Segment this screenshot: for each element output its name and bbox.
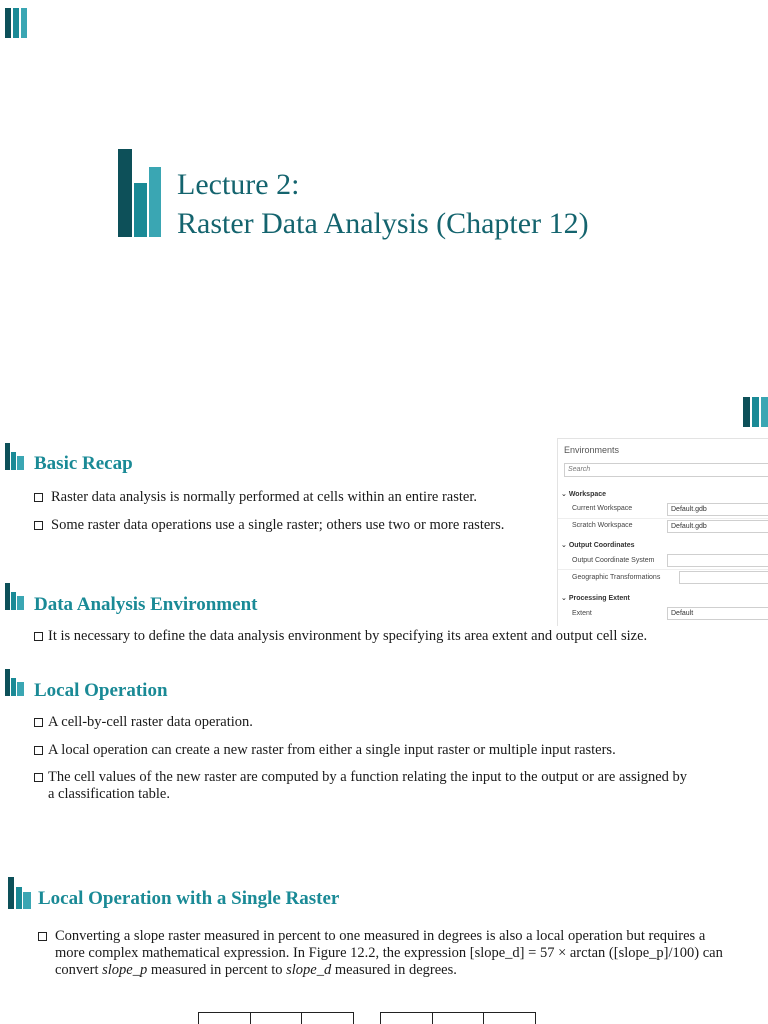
- list-item: Converting a slope raster measured in percent to one measured in degrees is also a local operation but requires a more complex mathematical expression. In Figure 12.2, the expression [slope_d] = 57 × arctan ([slope_p]/100) can convert slope_p measured in percent to slope_d measured in degrees.: [38, 928, 738, 979]
- row-label: Geographic Transformations: [572, 574, 661, 581]
- scratch-workspace-field[interactable]: Default.gdb: [667, 520, 768, 533]
- row-label: Extent: [572, 610, 592, 617]
- section-heading-single-raster: Local Operation with a Single Raster: [38, 888, 340, 909]
- section-icon: [5, 583, 24, 610]
- section-output-coordinates[interactable]: ⌄ Output Coordinates: [561, 542, 635, 549]
- checkbox-bullet-icon: [34, 493, 43, 502]
- checkbox-bullet-icon: [34, 632, 43, 641]
- section-icon: [8, 877, 31, 909]
- checkbox-bullet-icon: [34, 773, 43, 782]
- list-item: Some raster data operations use a single raster; others use two or more rasters.: [34, 517, 559, 534]
- checkbox-bullet-icon: [34, 718, 43, 727]
- environments-panel: [557, 438, 768, 626]
- input-raster-grid: [198, 1012, 354, 1024]
- search-input[interactable]: Search: [564, 463, 768, 477]
- lecture-title-line1: Lecture 2:: [177, 168, 300, 201]
- row-label: Scratch Workspace: [572, 522, 633, 529]
- section-heading-basic-recap: Basic Recap: [34, 453, 133, 474]
- section-heading-data-analysis-environment: Data Analysis Environment: [34, 594, 258, 615]
- extent-field[interactable]: Default: [667, 607, 768, 620]
- lecture-title: [177, 165, 589, 243]
- current-workspace-field[interactable]: Default.gdb: [667, 503, 768, 516]
- output-raster-grid: [380, 1012, 536, 1024]
- panel-title: Environments: [564, 445, 620, 455]
- row-label: Output Coordinate System: [572, 557, 655, 564]
- section-processing-extent[interactable]: ⌄ Processing Extent: [561, 595, 630, 602]
- bar-chart-logo-icon: [743, 397, 768, 427]
- checkbox-bullet-icon: [34, 746, 43, 755]
- checkbox-bullet-icon: [38, 932, 47, 941]
- bar-chart-logo-icon: [5, 8, 27, 38]
- list-item: A cell-by-cell raster data operation.: [34, 714, 754, 731]
- list-item: The cell values of the new raster are computed by a function relating the input to the output or are assigned by a classification table.: [34, 769, 694, 803]
- section-icon: [5, 443, 24, 470]
- list-item: Raster data analysis is normally performed at cells within an entire raster.: [34, 489, 554, 506]
- list-item: A local operation can create a new raster from either a single input raster or multiple input rasters.: [34, 742, 754, 759]
- checkbox-bullet-icon: [34, 521, 43, 530]
- output-coordinate-system-field[interactable]: [667, 554, 768, 567]
- bar-chart-logo-icon: [118, 149, 161, 237]
- geographic-transformations-field[interactable]: [679, 571, 768, 584]
- lecture-title-line2: Raster Data Analysis (Chapter 12): [177, 207, 589, 240]
- row-label: Current Workspace: [572, 505, 633, 512]
- list-item: It is necessary to define the data analysis environment by specifying its area extent and output cell size.: [34, 628, 764, 645]
- section-workspace[interactable]: ⌄ Workspace: [561, 491, 607, 498]
- section-icon: [5, 669, 24, 696]
- section-heading-local-operation: Local Operation: [34, 680, 168, 701]
